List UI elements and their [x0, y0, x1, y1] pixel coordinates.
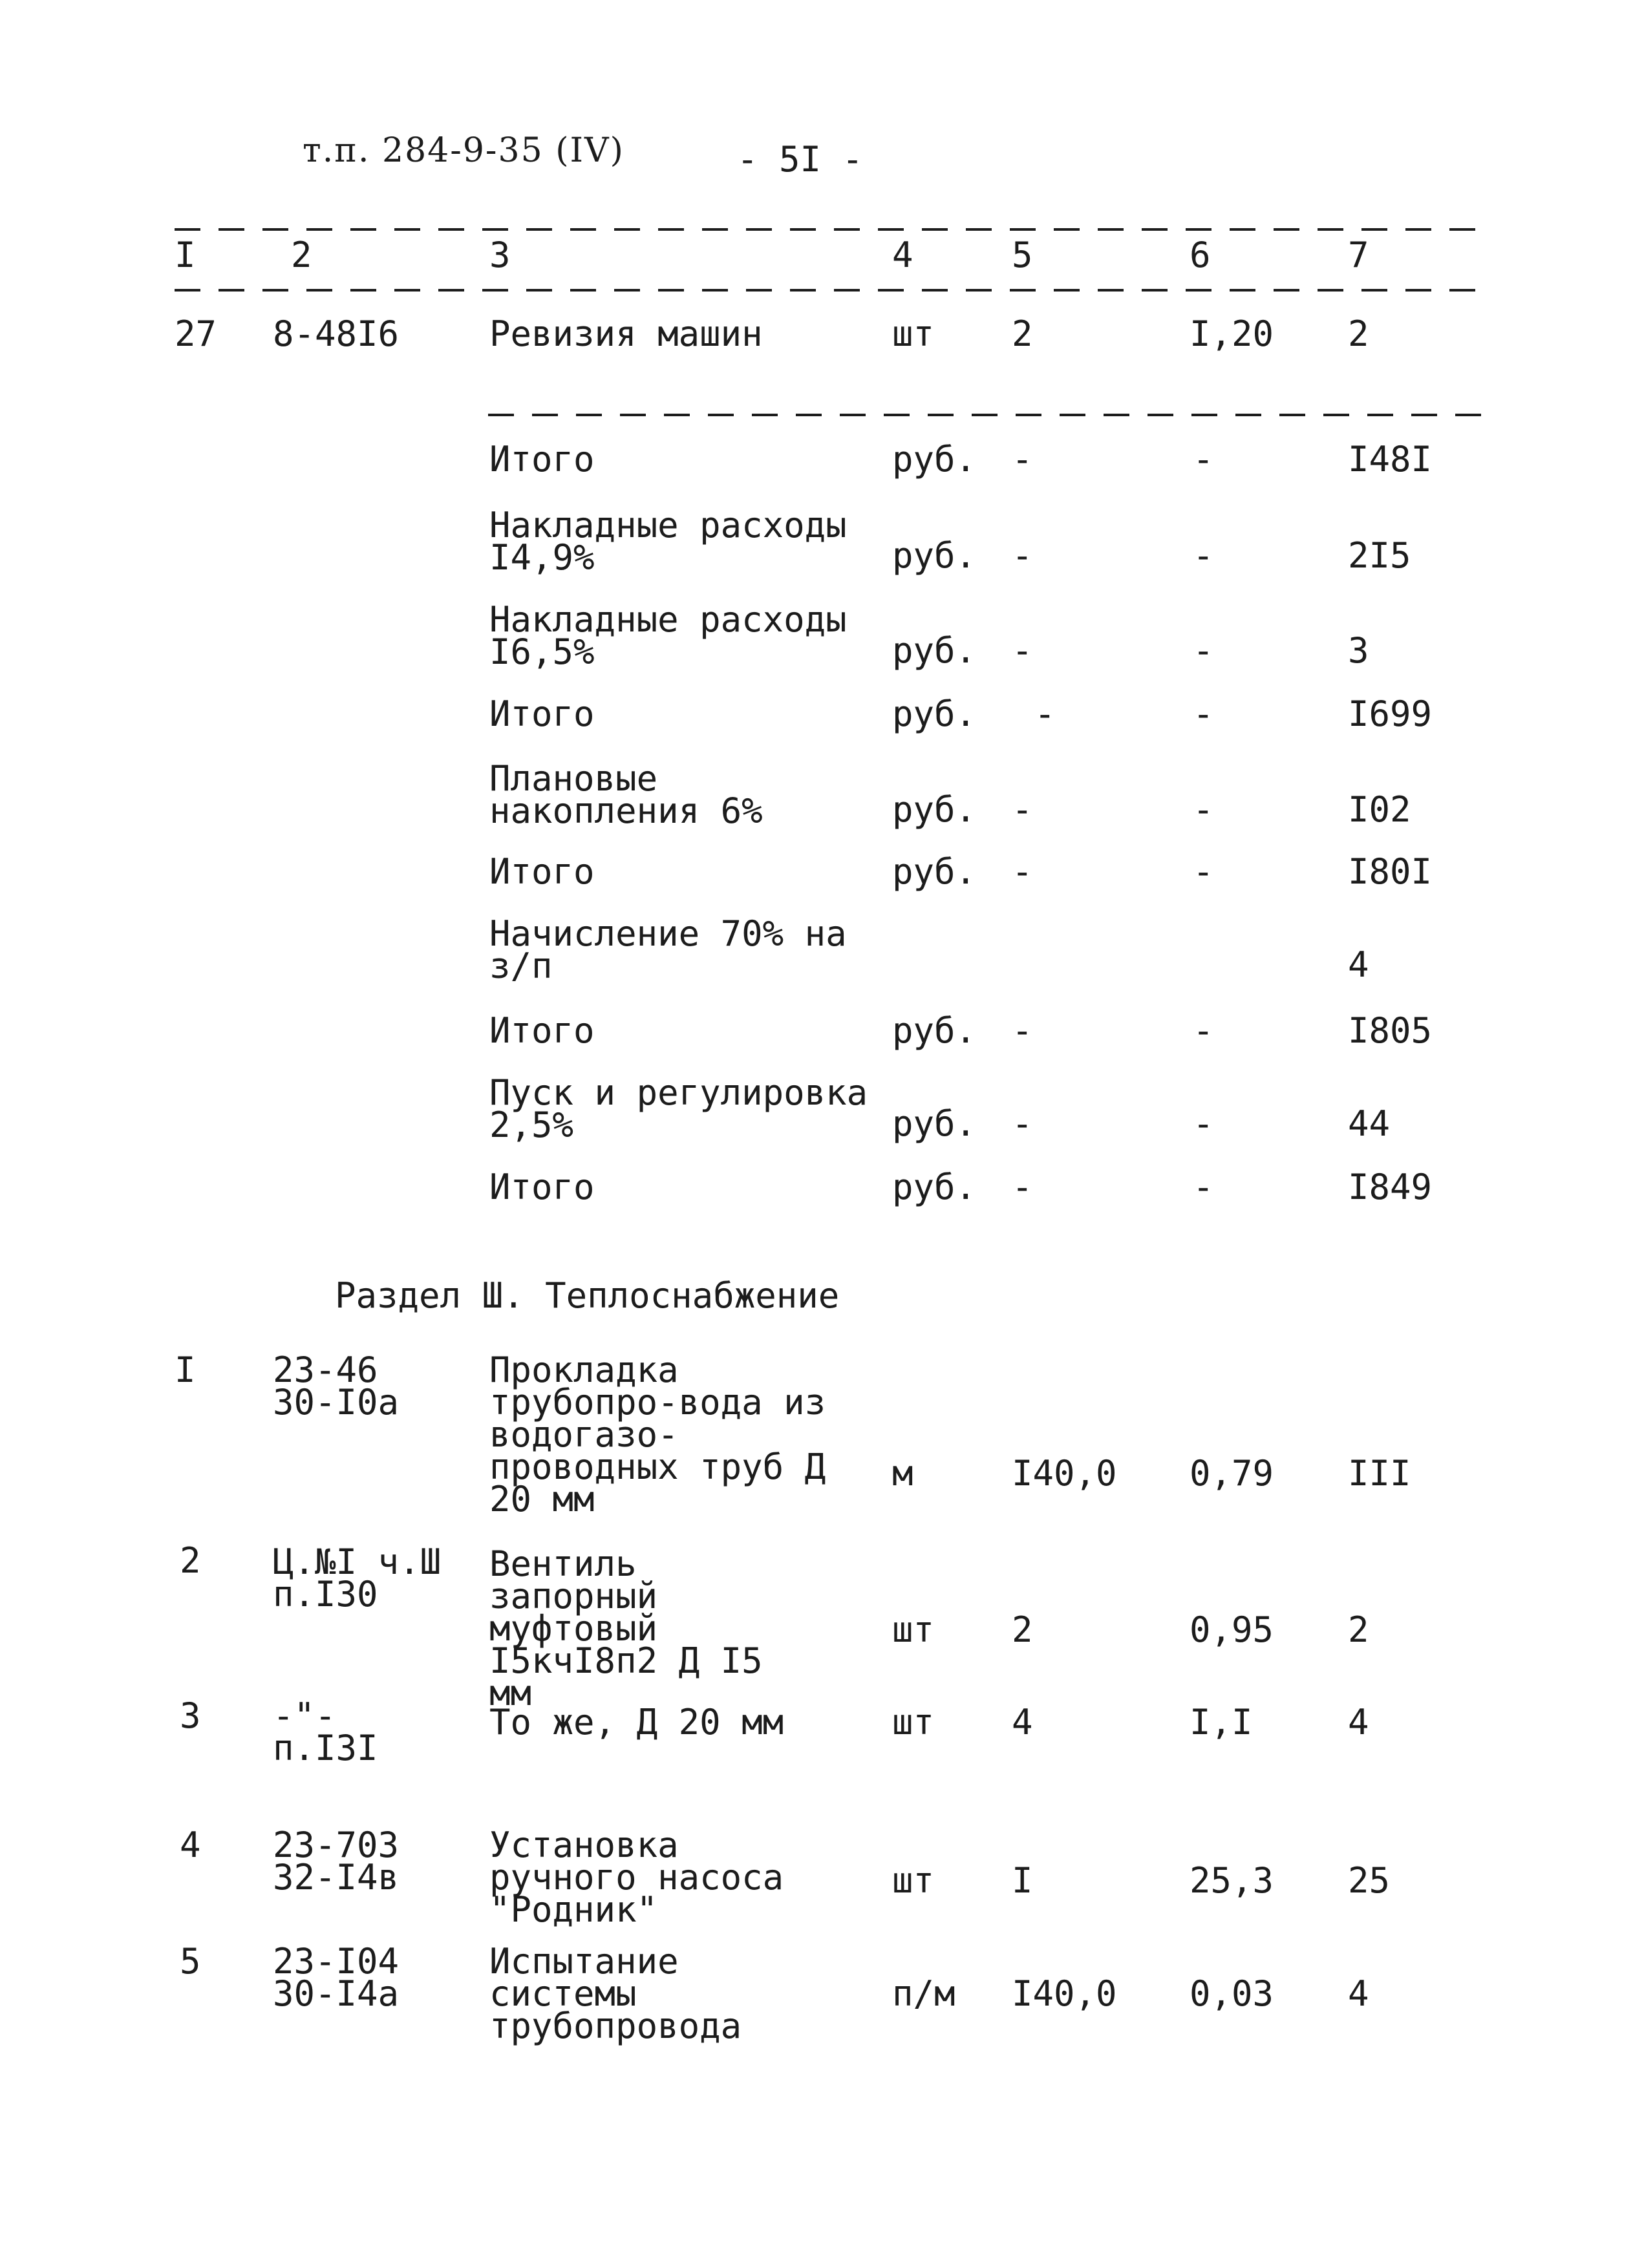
column-header-1: I — [175, 235, 196, 275]
summary-name: Итого — [489, 1167, 595, 1207]
summary-name: Пуск и регулировка 2,5% — [489, 1072, 868, 1145]
item-rate: 0,03 — [1190, 1973, 1274, 2014]
row-rate: I,20 — [1190, 313, 1274, 354]
summary-rate: - — [1193, 439, 1214, 480]
item-code: 23-46 30-I0а — [273, 1350, 400, 1423]
column-header-2: 2 — [291, 235, 312, 275]
item-unit: м — [892, 1453, 913, 1494]
item-qty: 4 — [1012, 1702, 1033, 1743]
row-number: 27 — [175, 313, 217, 354]
summary-rate: - — [1193, 1103, 1214, 1144]
summary-unit: руб. — [892, 1103, 977, 1144]
summary-unit: руб. — [892, 789, 977, 830]
item-name: Прокладка трубопро-вода из водогазо-проводных труб Д 20 мм — [489, 1350, 826, 1520]
summary-name: Итого — [489, 851, 595, 892]
summary-rate: - — [1193, 630, 1214, 671]
summary-total: 3 — [1348, 630, 1369, 671]
item-rate: 0,79 — [1190, 1453, 1274, 1494]
item-unit: шт — [892, 1609, 935, 1650]
summary-qty: - — [1012, 535, 1033, 576]
summary-unit: руб. — [892, 694, 977, 734]
divider-header — [175, 289, 1487, 291]
summary-name: Итого — [489, 439, 595, 480]
column-header-4: 4 — [892, 235, 913, 275]
row-code: 8-48I6 — [273, 313, 400, 354]
row-unit: шт — [892, 313, 935, 354]
item-name: Установка ручного насоса "Родник" — [489, 1825, 784, 1930]
column-header-3: 3 — [489, 235, 511, 275]
summary-unit: руб. — [892, 439, 977, 480]
item-code: 23-I04 30-I4а — [273, 1941, 400, 2014]
column-header-5: 5 — [1012, 235, 1033, 275]
summary-total: 4 — [1348, 944, 1369, 985]
document-code: т.п. 284-9-35 (IV) — [303, 131, 624, 170]
summary-name: Итого — [489, 1010, 595, 1051]
summary-qty: - — [1012, 851, 1033, 892]
summary-total: I48I — [1348, 439, 1433, 480]
summary-rate: - — [1193, 535, 1214, 576]
summary-qty: - — [1012, 630, 1033, 671]
summary-qty: - — [1034, 694, 1056, 734]
summary-rate: - — [1193, 694, 1214, 734]
item-total: 25 — [1348, 1860, 1391, 1901]
item-total: 2 — [1348, 1609, 1369, 1650]
summary-rate: - — [1193, 1010, 1214, 1051]
item-number: I — [175, 1350, 196, 1390]
item-rate: 25,3 — [1190, 1860, 1274, 1901]
summary-name: Итого — [489, 694, 595, 734]
item-total: 4 — [1348, 1702, 1369, 1743]
row-total: 2 — [1348, 313, 1369, 354]
summary-name: Накладные расходы I6,5% — [489, 599, 847, 672]
item-unit: шт — [892, 1702, 935, 1743]
summary-unit: руб. — [892, 1167, 977, 1207]
item-name: То же, Д 20 мм — [489, 1702, 784, 1743]
summary-qty: - — [1012, 439, 1033, 480]
item-rate: 0,95 — [1190, 1609, 1274, 1650]
summary-unit: руб. — [892, 630, 977, 671]
item-code: -"- п.I3I — [273, 1695, 378, 1768]
row-qty: 2 — [1012, 313, 1033, 354]
row-name: Ревизия машин — [489, 313, 763, 354]
summary-qty: - — [1012, 789, 1033, 830]
summary-total: I02 — [1348, 789, 1411, 830]
item-number: 4 — [180, 1825, 201, 1865]
summary-name: Накладные расходы I4,9% — [489, 505, 847, 578]
item-unit: п/м — [892, 1973, 955, 2014]
item-total: III — [1348, 1453, 1411, 1494]
item-unit: шт — [892, 1860, 935, 1901]
item-rate: I,I — [1190, 1702, 1253, 1743]
summary-rate: - — [1193, 1167, 1214, 1207]
summary-qty: - — [1012, 1103, 1033, 1144]
summary-qty: - — [1012, 1167, 1033, 1207]
summary-name: Начисление 70% на з/п — [489, 913, 847, 986]
item-name: Испытание системы трубопровода — [489, 1941, 742, 2046]
section-title: Раздел Ш. Теплоснабжение — [335, 1275, 840, 1316]
summary-total: I805 — [1348, 1010, 1433, 1051]
item-qty: I — [1012, 1860, 1033, 1901]
item-qty: I40,0 — [1012, 1453, 1117, 1494]
item-qty: I40,0 — [1012, 1973, 1117, 2014]
summary-total: I80I — [1348, 851, 1433, 892]
summary-rate: - — [1193, 851, 1214, 892]
item-number: 5 — [180, 1941, 201, 1982]
summary-total: I699 — [1348, 694, 1433, 734]
summary-unit: руб. — [892, 1010, 977, 1051]
item-code: Ц.№I ч.Ш п.I30 — [273, 1542, 442, 1615]
divider-top — [175, 228, 1487, 231]
item-qty: 2 — [1012, 1609, 1033, 1650]
summary-name: Плановые накопления 6% — [489, 758, 763, 831]
item-number: 2 — [180, 1540, 201, 1581]
summary-rate: - — [1193, 789, 1214, 830]
summary-total: 44 — [1348, 1103, 1391, 1144]
column-header-6: 6 — [1190, 235, 1211, 275]
page-number: - 5I - — [737, 139, 864, 180]
summary-total: 2I5 — [1348, 535, 1411, 576]
column-header-7: 7 — [1348, 235, 1369, 275]
item-code: 23-703 32-I4в — [273, 1825, 400, 1898]
divider-summary — [488, 414, 1487, 416]
summary-unit: руб. — [892, 535, 977, 576]
item-name: Вентиль запорный муфтовый I5кчI8п2 Д I5 мм — [489, 1543, 763, 1713]
summary-unit: руб. — [892, 851, 977, 892]
item-number: 3 — [180, 1695, 201, 1736]
summary-qty: - — [1012, 1010, 1033, 1051]
summary-total: I849 — [1348, 1167, 1433, 1207]
item-total: 4 — [1348, 1973, 1369, 2014]
